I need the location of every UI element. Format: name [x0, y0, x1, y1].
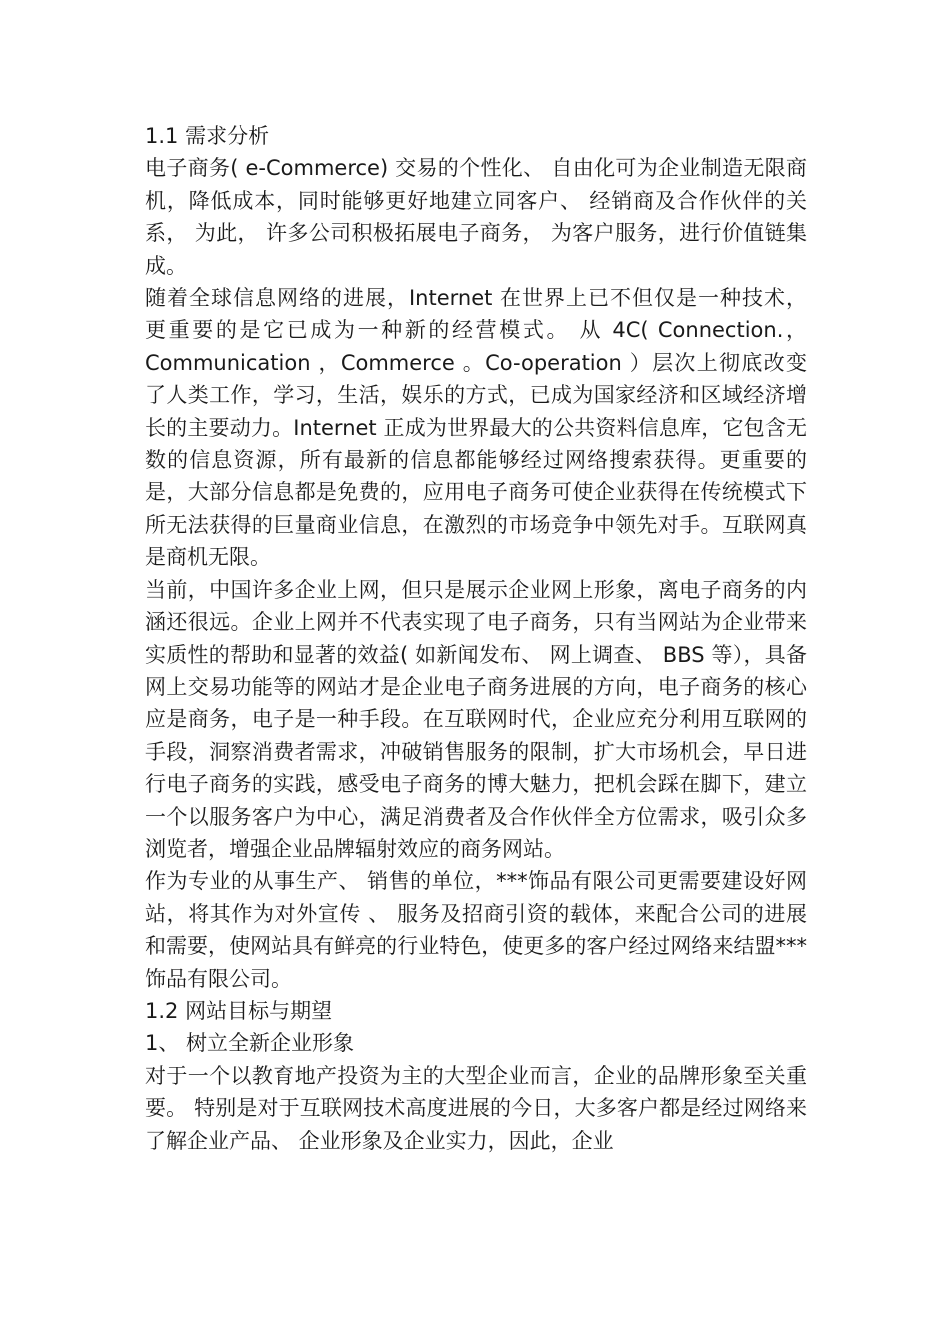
document-page — [145, 120, 807, 1157]
paragraph-brand-image: 对于一个以教育地产投资为主的大型企业而言，企业的品牌形象至关重要。 特别是对于互联网技术高度进展的今日，大多客户都是经过网络来了解企业产品、 企业形象及企业实力，因此，企业 — [145, 1063, 807, 1153]
paragraph-company-website: 作为专业的从事生产、 销售的单位，***饰品有限公司更需要建设好网站，将其作为对外宣传 、 服务及招商引资的载体，来配合公司的进展和需要，使网站具有鲜亮的行业特色，使更多的客户经过网络来结盟***饰品有限公司。 — [145, 869, 807, 991]
section-heading-1-1: 1.1 需求分析 — [145, 124, 270, 148]
paragraph-current-situation: 当前，中国许多企业上网，但只是展示企业网上形象，离电子商务的内涵还很远。企业上网并不代表实现了电子商务，只有当网站为企业带来实质性的帮助和显著的效益( 如新闻发布、 网上调查、 BBS 等），具备网上交易功能等的网站才是企业电子商务进展的方向，电子商务的核心应是商务，电子是一种手段。在互联网时代，企业应充分利用互联网的手段，洞察消费者需求，冲破销售服务的限制，扩大市场机会，早日进行电子商务的实践，感受电子商务的博大魅力，把机会踩在脚下，建立一个以服务客户为中心，满足消费者及合作伙伴全方位需求，吸引众多浏览者，增强企业品牌辐射效应的商务网站。 — [145, 577, 807, 861]
item-heading-1: 1、 树立全新企业形象 — [145, 1031, 355, 1056]
paragraph-ecommerce-intro: 电子商务( e-Commerce) 交易的个性化、 自由化可为企业制造无限商机，降低成本，同时能够更好地建立同客户、 经销商及合作伙伴的关系， 为此， 许多公司积极拓展电子商务， 为客户服务，进行价值链集成。 — [145, 156, 807, 278]
section-heading-1-2: 1.2 网站目标与期望 — [145, 998, 333, 1023]
paragraph-internet-development: 随着全球信息网络的进展，Internet 在世界上已不但仅是一种技术， 更重要的是它已成为一种新的经营模式。 从 4C( Connection.，Communication ，Commerce 。Co-operation ）层次上彻底改变了人类工作，学习，生活，娱乐的方式，已成为国家经济和区域经济增长的主要动力。Internet 正成为世界最大的公共资料信息库，它包含无数的信息资源，所有最新的信息都能够经过网络搜索获得。更重要的是，大部分信息都是免费的，应用电子商务可使企业获得在传统模式下所无法获得的巨量商业信息，在激烈的市场竞争中领先对手。互联网真是商机无限。 — [145, 286, 807, 570]
